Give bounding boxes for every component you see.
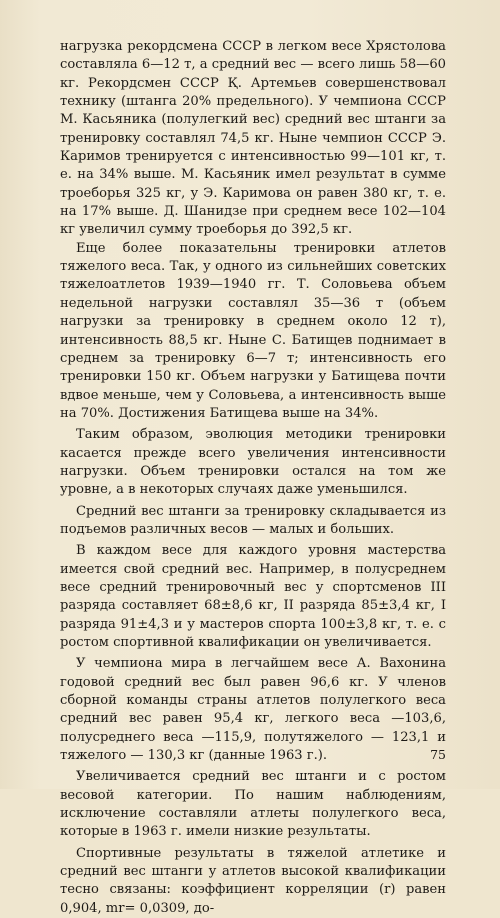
paragraph-4: Средний вес штанги за тренировку складывается из подъемов различных весов — малых и больших. (60, 503, 446, 537)
paragraph-8: Спортивные результаты в тяжелой атлетике и средний вес штанги у атлетов высокой квалификации тесно связаны: коэффициент корреляции (r) равен 0,904, mr= 0,0309, до- (60, 845, 446, 916)
paragraph-3: Таким образом, эволюция методики тренировки касается прежде всего увеличения интенсивности нагрузки. Объем тренировки остался на том же уровне, а в некоторых случаях даже уменьшился. (60, 427, 446, 498)
paragraph-2: Еще более показательны тренировки атлетов тяжелого веса. Так, у одного из сильнейших советских тяжелоатлетов 1939—1940 гг. Т. Соловьева объем недельной нагрузки составлял 35—36 т (объем нагрузки за тренировку в среднем около 12 т), интенсивность 88,5 кг. Ныне С. Батищев поднимает в среднем за тренировку 6—7 т; интенсивность его тренировки 150 кг. Объем нагрузки у Батищева почти вдвое меньше, чем у Соловьева, а интенсивность выше на 70%. Достижения Батищева выше на 34%. (60, 240, 446, 421)
paragraph-6: У чемпиона мира в легчайшем весе А. Вахонина годовой средний вес был равен 96,6 кг. У членов сборной команды страны атлетов полулегкого веса средний вес равен 95,4 кг, легкого веса —103,6, полусреднего веса —115,9, полутяжелого — 123,1 и тяжелого — 130,3 кг (данные 1963 г.). (60, 656, 446, 764)
paragraph-5: В каждом весе для каждого уровня мастерства имеется свой средний вес. Например, в полусреднем весе средний тренировочный вес у спортсменов III разряда составляет 68±8,6 кг, II разряда 85±3,4 кг, I разряда 91±4,3 и у мастеров спорта 100±3,8 кг, т. е. с ростом спортивной квалификации он увеличивается. (60, 543, 446, 650)
paragraph-1: нагрузка рекордсмена СССР в легком весе Хрястолова составляла 6—12 т, а средний вес — всего лишь 58—60 кг. Рекордсмен СССР Қ. Артемьев совершенствовал технику (штанга 20% предельного). У чемпиона СССР М. Касьяника (полулегкий вес) средний вес штанги за тренировку составлял 74,5 кг. Ныне чемпион СССР Э. Каримов тренируется с интенсивностью 99—101 кг, т. е. на 34% выше. М. Касьяник имел результат в сумме троеборья 325 кг, у Э. Каримова он равен 380 кг, т. е. на 17% выше. Д. Шанидзе при среднем весе 102—104 кг увеличил сумму троеборья до 392,5 кг. (60, 39, 446, 238)
paragraph-7: Увеличивается средний вес штанги и с ростом весовой категории. По нашим наблюдениям, исключение составляли атлеты полулегкого веса, которые в 1963 г. имели низкие результаты. (60, 769, 446, 840)
body-text (60, 38, 446, 918)
page-number: 75 (430, 747, 446, 762)
